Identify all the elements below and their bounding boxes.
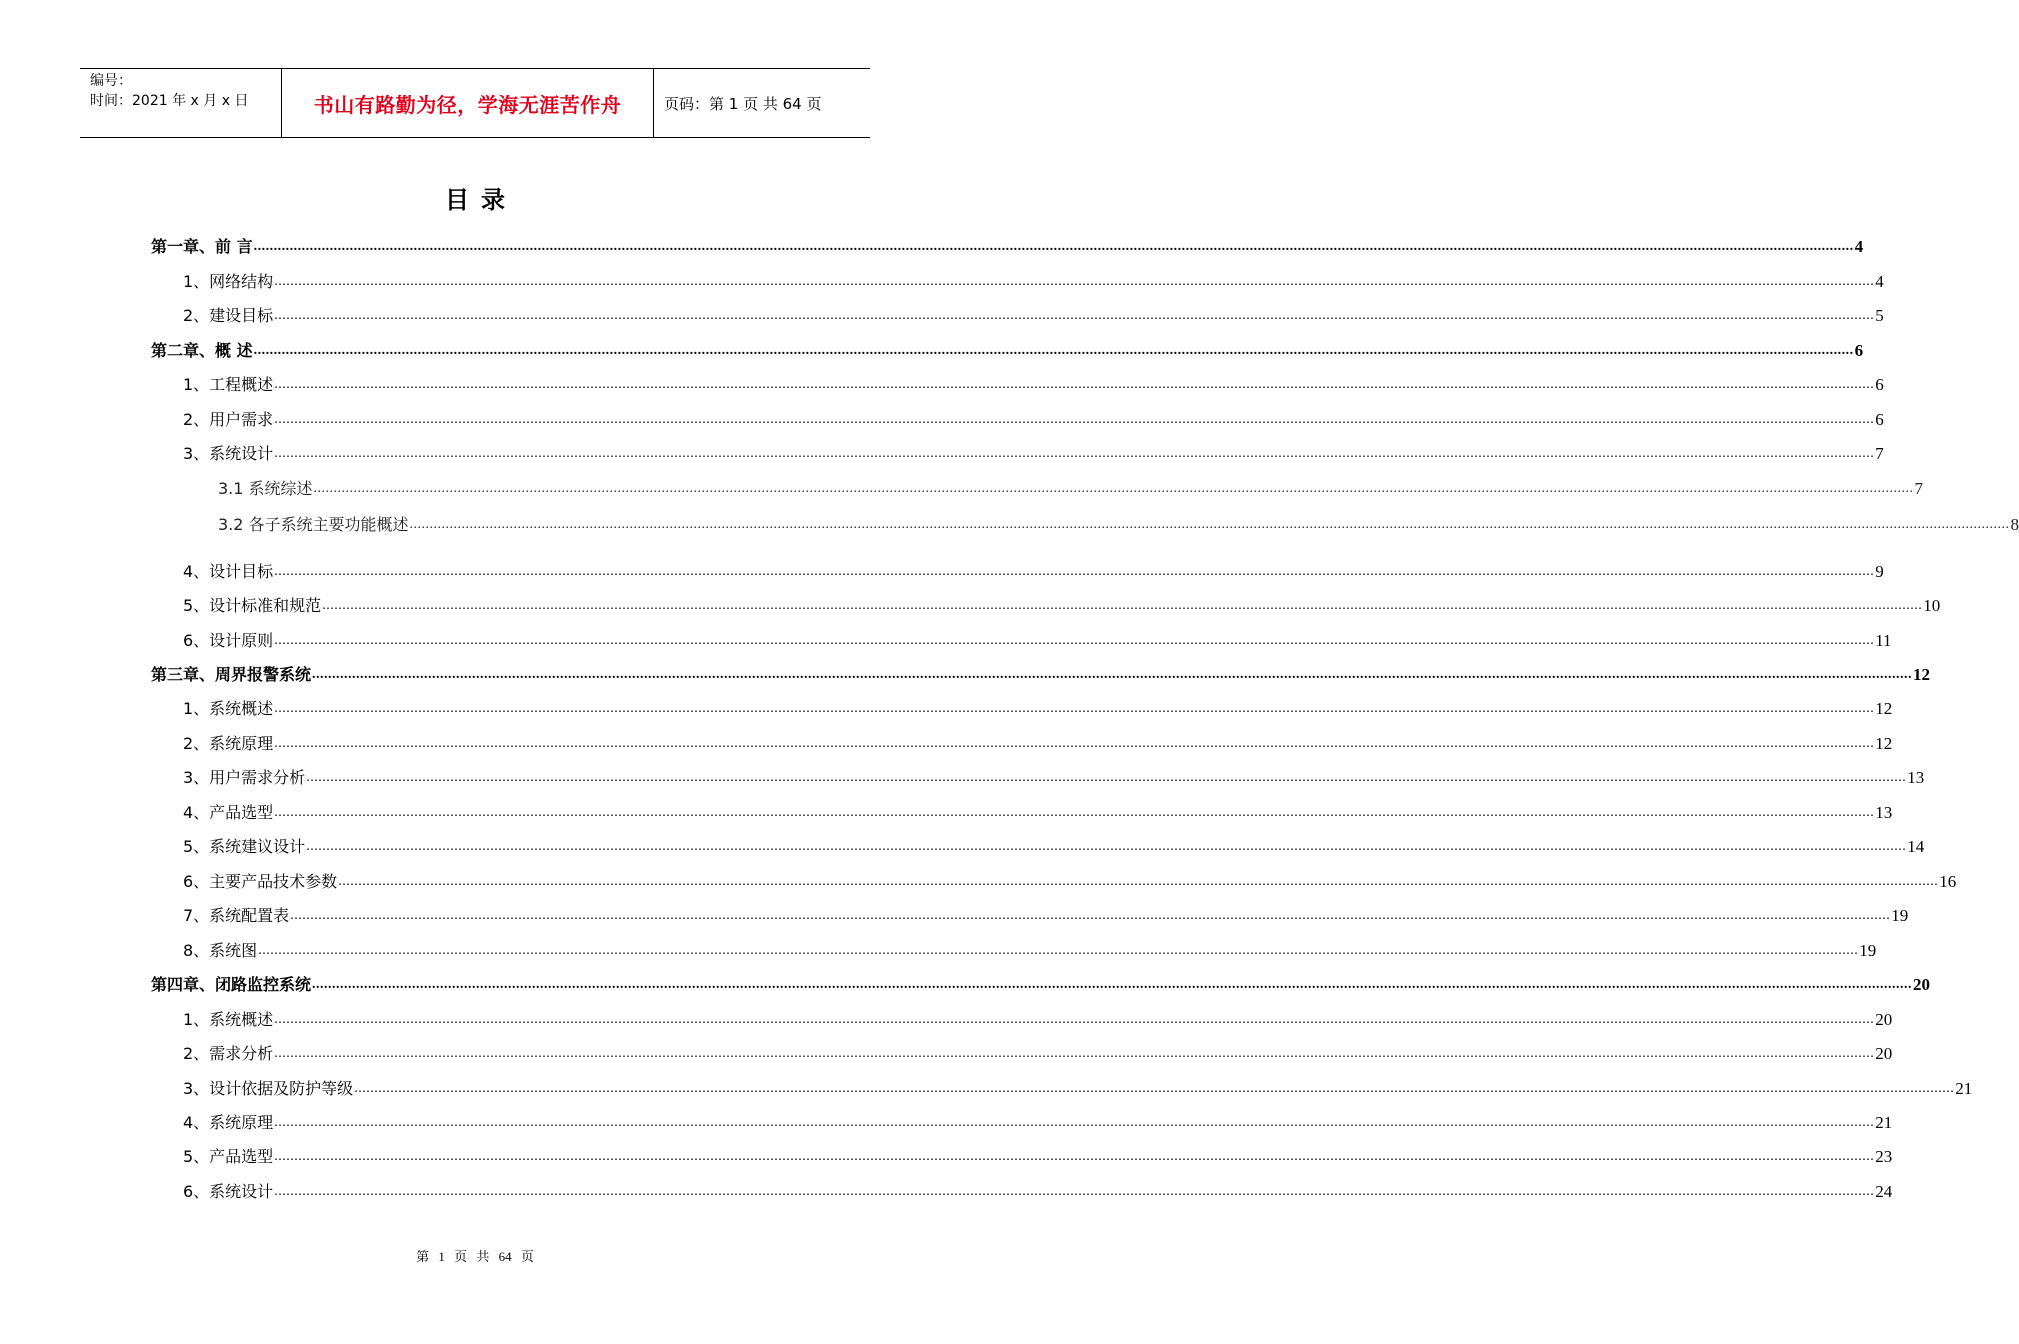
toc-dot-leader: ................................................................................................................................................................................................................................................................................................................................................................................................................ bbox=[313, 481, 1914, 496]
toc-dot-leader: ................................................................................................................................................................................................................................................................................................................................................................................................................ bbox=[306, 839, 1907, 854]
toc-entry-title: 3、设计依据及防护等级 bbox=[183, 1079, 354, 1098]
toc-entry-title: 2、需求分析 bbox=[183, 1044, 274, 1063]
toc-entry[interactable] bbox=[183, 865, 1957, 893]
toc-entry[interactable] bbox=[218, 472, 1924, 500]
toc-dot-leader: ................................................................................................................................................................................................................................................................................................................................................................................................................ bbox=[274, 377, 1875, 392]
toc-dot-leader: ................................................................................................................................................................................................................................................................................................................................................................................................................ bbox=[253, 343, 1854, 358]
toc-entry-title: 5、设计标准和规范 bbox=[183, 596, 322, 615]
toc-entry[interactable] bbox=[183, 299, 1884, 327]
toc-page-number: 11 bbox=[1875, 631, 1892, 650]
toc-page-number: 23 bbox=[1875, 1147, 1893, 1166]
toc-entry-title: 4、产品选型 bbox=[183, 803, 274, 822]
toc-dot-leader: ................................................................................................................................................................................................................................................................................................................................................................................................................ bbox=[274, 1012, 1875, 1027]
toc-entry-title: 6、设计原则 bbox=[183, 631, 274, 650]
toc-entry-title: 第四章、闭路监控系统 bbox=[151, 975, 312, 994]
toc-dot-leader: ................................................................................................................................................................................................................................................................................................................................................................................................................ bbox=[274, 736, 1875, 751]
toc-dot-leader: ................................................................................................................................................................................................................................................................................................................................................................................................................ bbox=[258, 943, 1859, 958]
toc-entry-title: 4、设计目标 bbox=[183, 562, 274, 581]
toc-page-number: 9 bbox=[1875, 562, 1884, 581]
toc-page-number: 6 bbox=[1854, 341, 1864, 360]
toc-entry[interactable] bbox=[183, 934, 1877, 962]
toc-dot-leader: ................................................................................................................................................................................................................................................................................................................................................................................................................ bbox=[274, 701, 1875, 716]
toc-entry[interactable] bbox=[183, 727, 1893, 755]
toc-dot-leader: ................................................................................................................................................................................................................................................................................................................................................................................................................ bbox=[274, 1149, 1875, 1164]
toc-dot-leader: ................................................................................................................................................................................................................................................................................................................................................................................................................ bbox=[312, 667, 1913, 682]
toc-chapter-entry[interactable] bbox=[151, 658, 1931, 686]
toc-dot-leader: ................................................................................................................................................................................................................................................................................................................................................................................................................ bbox=[409, 517, 2010, 532]
toc-dot-leader: ................................................................................................................................................................................................................................................................................................................................................................................................................ bbox=[274, 1184, 1875, 1199]
toc-dot-leader: ................................................................................................................................................................................................................................................................................................................................................................................................................ bbox=[274, 308, 1875, 323]
toc-page-number: 16 bbox=[1939, 872, 1957, 891]
toc-entry[interactable] bbox=[183, 1175, 1893, 1203]
toc-entry-title: 2、建设目标 bbox=[183, 306, 274, 325]
toc-page-number: 13 bbox=[1875, 803, 1893, 822]
toc-dot-leader: ................................................................................................................................................................................................................................................................................................................................................................................................................ bbox=[274, 564, 1875, 579]
toc-dot-leader: ................................................................................................................................................................................................................................................................................................................................................................................................................ bbox=[274, 1115, 1875, 1130]
toc-page-number: 4 bbox=[1854, 237, 1864, 256]
toc-entry[interactable] bbox=[183, 555, 1884, 583]
toc-entry[interactable] bbox=[183, 403, 1884, 431]
toc-entry-title: 1、系统概述 bbox=[183, 699, 274, 718]
toc-entry-title: 8、系统图 bbox=[183, 941, 258, 960]
toc-page-number: 19 bbox=[1891, 906, 1909, 925]
toc-page-number: 6 bbox=[1875, 375, 1884, 394]
toc-dot-leader: ................................................................................................................................................................................................................................................................................................................................................................................................................ bbox=[322, 598, 1923, 613]
toc-entry[interactable] bbox=[183, 589, 1941, 617]
toc-page-number: 12 bbox=[1913, 665, 1931, 684]
toc-entry-title: 2、用户需求 bbox=[183, 410, 274, 429]
page-footer: 第 1 页 共 64 页 bbox=[416, 1249, 534, 1264]
toc-page-number: 19 bbox=[1859, 941, 1877, 960]
toc-page-number: 21 bbox=[1875, 1113, 1893, 1132]
toc-page-number: 14 bbox=[1907, 837, 1925, 856]
toc-entry[interactable] bbox=[183, 899, 1909, 927]
toc-entry-title: 第三章、周界报警系统 bbox=[151, 665, 312, 684]
toc-entry[interactable] bbox=[183, 437, 1884, 465]
toc-entry-title: 2、系统原理 bbox=[183, 734, 274, 753]
date-label: 时间：2021 年 x 月 x 日 bbox=[90, 93, 249, 109]
toc-entry[interactable] bbox=[183, 692, 1893, 720]
toc-page-number: 20 bbox=[1875, 1044, 1893, 1063]
toc-dot-leader: ................................................................................................................................................................................................................................................................................................................................................................................................................ bbox=[274, 412, 1875, 427]
page-title: 目录 bbox=[445, 186, 517, 214]
header-page-info: 页码：第 1 页 共 64 页 bbox=[664, 94, 822, 113]
toc-entry-title: 5、产品选型 bbox=[183, 1147, 274, 1166]
toc-entry[interactable] bbox=[183, 796, 1893, 824]
toc-chapter-entry[interactable] bbox=[151, 230, 1864, 258]
toc-dot-leader: ................................................................................................................................................................................................................................................................................................................................................................................................................ bbox=[253, 239, 1854, 254]
toc-entry[interactable] bbox=[183, 1072, 1973, 1100]
toc-entry-title: 3.1 系统综述 bbox=[218, 479, 313, 498]
toc-entry-title: 第一章、前 言 bbox=[151, 237, 253, 256]
toc-entry-title: 6、系统设计 bbox=[183, 1182, 274, 1201]
toc-entry[interactable] bbox=[183, 1106, 1893, 1134]
toc-chapter-entry[interactable] bbox=[151, 334, 1864, 362]
toc-page-number: 20 bbox=[1875, 1010, 1893, 1029]
toc-entry[interactable] bbox=[218, 508, 2019, 536]
page-header bbox=[80, 68, 870, 138]
toc-page-number: 6 bbox=[1875, 410, 1884, 429]
toc-entry-title: 1、网络结构 bbox=[183, 272, 274, 291]
toc-page-number: 7 bbox=[1875, 444, 1884, 463]
toc-entry[interactable] bbox=[183, 368, 1884, 396]
header-meta bbox=[80, 69, 282, 137]
toc-dot-leader: ................................................................................................................................................................................................................................................................................................................................................................................................................ bbox=[274, 633, 1875, 648]
toc-entry[interactable] bbox=[183, 1003, 1893, 1031]
toc-entry[interactable] bbox=[183, 761, 1925, 789]
toc-dot-leader: ................................................................................................................................................................................................................................................................................................................................................................................................................ bbox=[338, 874, 1939, 889]
toc-page-number: 8 bbox=[2010, 515, 2019, 534]
code-label: 编号： bbox=[90, 73, 132, 89]
toc-dot-leader: ................................................................................................................................................................................................................................................................................................................................................................................................................ bbox=[306, 770, 1907, 785]
toc-page-number: 4 bbox=[1875, 272, 1884, 291]
toc-page-number: 12 bbox=[1875, 699, 1893, 718]
toc-entry-title: 5、系统建议设计 bbox=[183, 837, 306, 856]
toc-entry-title: 3、用户需求分析 bbox=[183, 768, 306, 787]
toc-dot-leader: ................................................................................................................................................................................................................................................................................................................................................................................................................ bbox=[312, 977, 1913, 992]
toc-page-number: 5 bbox=[1875, 306, 1884, 325]
toc-dot-leader: ................................................................................................................................................................................................................................................................................................................................................................................................................ bbox=[290, 908, 1891, 923]
toc-dot-leader: ................................................................................................................................................................................................................................................................................................................................................................................................................ bbox=[274, 805, 1875, 820]
toc-page-number: 20 bbox=[1913, 975, 1931, 994]
toc-entry-title: 7、系统配置表 bbox=[183, 906, 290, 925]
toc-page-number: 24 bbox=[1875, 1182, 1893, 1201]
header-motto: 书山有路勤为径，学海无涯苦作舟 bbox=[282, 69, 654, 137]
toc-entry-title: 3、系统设计 bbox=[183, 444, 274, 463]
toc-entry-title: 4、系统原理 bbox=[183, 1113, 274, 1132]
toc-entry-title: 3.2 各子系统主要功能概述 bbox=[218, 515, 409, 534]
toc-entry-title: 1、系统概述 bbox=[183, 1010, 274, 1029]
toc-page-number: 21 bbox=[1955, 1079, 1973, 1098]
toc-entry[interactable] bbox=[183, 265, 1884, 293]
toc-dot-leader: ................................................................................................................................................................................................................................................................................................................................................................................................................ bbox=[274, 1046, 1875, 1061]
toc-page-number: 7 bbox=[1914, 479, 1924, 498]
toc-page-number: 12 bbox=[1875, 734, 1893, 753]
toc-entry[interactable] bbox=[183, 830, 1925, 858]
toc-entry[interactable] bbox=[183, 1140, 1893, 1168]
toc-chapter-entry[interactable] bbox=[151, 968, 1931, 996]
toc-dot-leader: ................................................................................................................................................................................................................................................................................................................................................................................................................ bbox=[354, 1081, 1955, 1096]
toc-entry[interactable] bbox=[183, 1037, 1893, 1065]
toc-entry-title: 6、主要产品技术参数 bbox=[183, 872, 338, 891]
toc-entry-title: 1、工程概述 bbox=[183, 375, 274, 394]
toc-entry-title: 第二章、概 述 bbox=[151, 341, 253, 360]
toc-page-number: 13 bbox=[1907, 768, 1925, 787]
toc-page-number: 10 bbox=[1923, 596, 1941, 615]
toc-entry[interactable] bbox=[183, 624, 1892, 652]
toc-dot-leader: ................................................................................................................................................................................................................................................................................................................................................................................................................ bbox=[274, 274, 1875, 289]
toc-dot-leader: ................................................................................................................................................................................................................................................................................................................................................................................................................ bbox=[274, 446, 1875, 461]
